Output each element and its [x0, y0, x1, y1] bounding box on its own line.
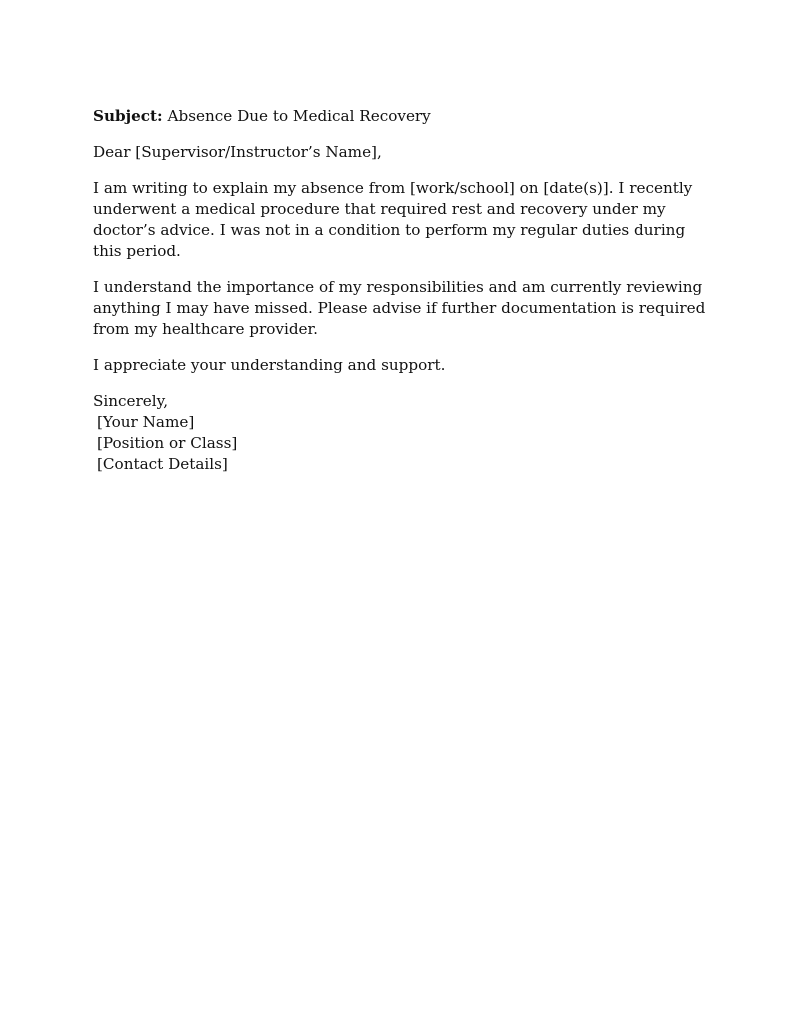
subject-label: Subject:: [93, 107, 163, 125]
signature-position: [Position or Class]: [97, 434, 238, 452]
subject-line: [93, 106, 713, 127]
signature-name: [Your Name]: [97, 413, 195, 431]
body-paragraph-2: I understand the importance of my responsibilities and am currently reviewing anything I may have missed. Please advise if further documentation is required from my healthcare provider.: [93, 278, 706, 338]
signature-block: [93, 391, 713, 475]
subject-text: Absence Due to Medical Recovery: [167, 107, 431, 125]
signature-contact: [Contact Details]: [97, 455, 228, 473]
body-paragraph-1: I am writing to explain my absence from [work/school] on [date(s)]. I recently underwent a medical procedure that required rest and recovery under my doctor’s advice. I was not in a condition to perform my regular duties during this period.: [93, 179, 693, 260]
salutation: Dear [Supervisor/Instructor’s Name],: [93, 143, 382, 161]
body-paragraph-3: I appreciate your understanding and support.: [93, 356, 446, 374]
letter-document: [93, 106, 713, 490]
closing: Sincerely,: [93, 392, 169, 410]
